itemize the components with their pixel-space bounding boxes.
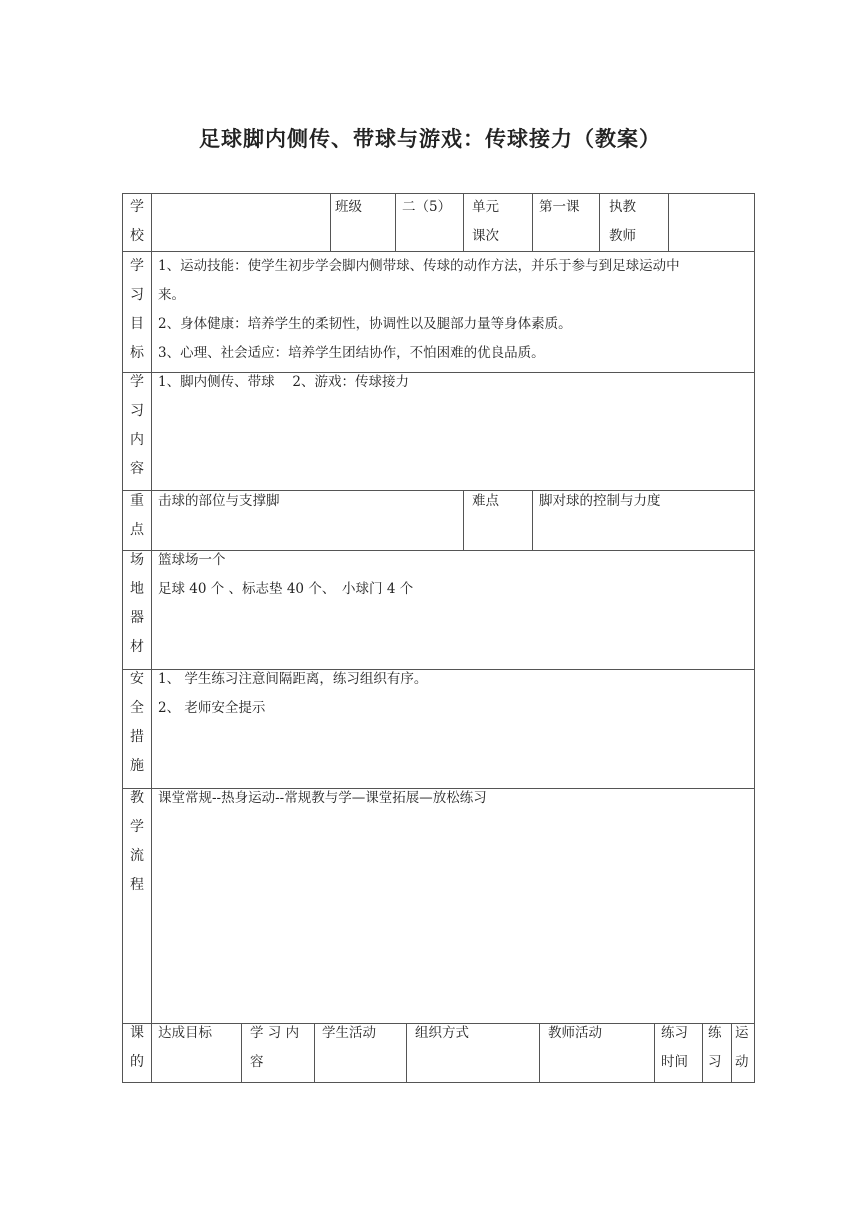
teacher-label: 执教 教师 bbox=[609, 199, 636, 244]
class-label: 班级 bbox=[335, 199, 362, 215]
time-header: 练习 时间 bbox=[661, 1025, 688, 1070]
objectives-label: 学 习 目 标 bbox=[130, 258, 144, 361]
keypoint-label: 重 点 bbox=[130, 493, 144, 538]
safety-label: 安 全 措 施 bbox=[130, 671, 144, 774]
unit-label: 单元 课次 bbox=[472, 199, 499, 244]
keypoint-text: 击球的部位与支撑脚 bbox=[158, 493, 280, 509]
safety-text: 1、 学生练习注意间隔距离，练习组织有序。 2、 老师安全提示 bbox=[158, 671, 428, 716]
teacher-value-cell bbox=[668, 193, 755, 252]
equipment-text: 篮球场一个 足球 40 个 、标志垫 40 个、 小球门 4 个 bbox=[158, 552, 414, 597]
teacher-activity-header: 教师活动 bbox=[548, 1025, 602, 1041]
process-label: 教 学 流 程 bbox=[130, 790, 144, 893]
page-title: 足球脚内侧传、带球与游戏：传球接力（教案） bbox=[199, 127, 661, 151]
objectives-text: 1、运动技能：使学生初步学会脚内侧带球、传球的动作方法，并乐于参与到足球运动中 来。 2、身体健康：培养学生的柔韧性，协调性以及腿部力量等身体素质。 3、心理、社会适应：培养学生团结协作，不怕困难的优良品质。 bbox=[158, 258, 680, 361]
unit-value: 第一课 bbox=[539, 199, 580, 215]
content-label: 学 习 内 容 bbox=[130, 374, 144, 477]
class-value: 二（5） bbox=[402, 199, 452, 215]
process-cell bbox=[151, 788, 755, 1024]
equipment-label: 场 地 器 材 bbox=[130, 552, 144, 655]
org-header: 组织方式 bbox=[415, 1025, 469, 1041]
content-header: 学 习 内 容 bbox=[250, 1025, 300, 1070]
school-label: 学 校 bbox=[130, 199, 144, 244]
content-text: 1、脚内侧传、带球 2、游戏：传球接力 bbox=[158, 374, 409, 390]
difficulty-text: 脚对球的控制与力度 bbox=[539, 493, 661, 509]
school-value-cell bbox=[151, 193, 331, 252]
difficulty-label: 难点 bbox=[472, 493, 499, 509]
goal-header: 达成目标 bbox=[158, 1025, 212, 1041]
process-text: 课堂常规--热身运动--常规教与学—课堂拓展—放松练习 bbox=[158, 790, 487, 806]
practice-header: 练 习 bbox=[708, 1025, 722, 1070]
lesson-label: 课 的 bbox=[130, 1025, 144, 1070]
exercise-header: 运 动 bbox=[735, 1025, 749, 1070]
student-header: 学生活动 bbox=[322, 1025, 376, 1041]
